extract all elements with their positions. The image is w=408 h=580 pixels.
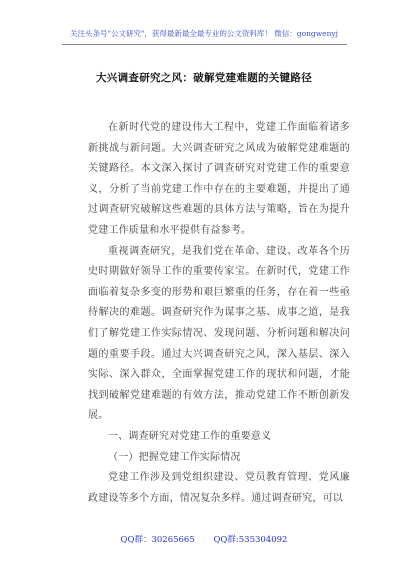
- section-heading: 一、调查研究对党建工作的重要意义: [108, 430, 272, 442]
- paragraph-section-one: 党建工作涉及到党组织建设、党员教育管理、党风廉政建设等多个方面，情况复杂多样。通过调查研究，可以: [88, 472, 350, 504]
- subsection-heading: （一）把握党建工作实际情况: [108, 451, 241, 463]
- footer-contact: [0, 533, 408, 545]
- paragraph-abstract: 在新时代党的建设伟大工程中，党建工作面临着诸多新挑战与新问题。大兴调查研究之风成为破解党建难题的关键路径。本文深入探讨了调查研究对党建工作的重要意义，分析了当前党建工作中存在的主要难题，并提出了通过调查研究破解这些难题的具体方法与策略，旨在为提升党建工作质量和水平提供有益参考。: [88, 122, 350, 236]
- footer-qq-group-2: QQ群:535304092: [213, 535, 288, 545]
- header-divider: [62, 44, 347, 45]
- document-title: 大兴调查研究之风：破解党建难题的关键路径: [96, 72, 312, 84]
- footer-qq-group-1: QQ群：30265665: [120, 535, 195, 545]
- paragraph-intro: 重视调查研究，是我们党在革命、建设、改革各个历史时期做好领导工作的重要传家宝。在新时代，党建工作面临着复杂多变的形势和艰巨繁重的任务，存在着一些亟待解决的难题。调查研究作为谋事之基、成事之道，是我们了解党建工作实际情况、发现问题、分析问题和解决问题的重要手段。通过大兴调查研究之风，深入基层、深入实际、深入群众，全面掌握党建工作的现状和问题，才能找到破解党建难题的有效方法，推动党建工作不断创新发展。: [88, 245, 350, 422]
- header-notice: 关注头条号"公文研究"，获得最新最全最专业的公文资料库！ 微信：gongwenyj: [70, 29, 338, 38]
- document-body: [88, 118, 350, 509]
